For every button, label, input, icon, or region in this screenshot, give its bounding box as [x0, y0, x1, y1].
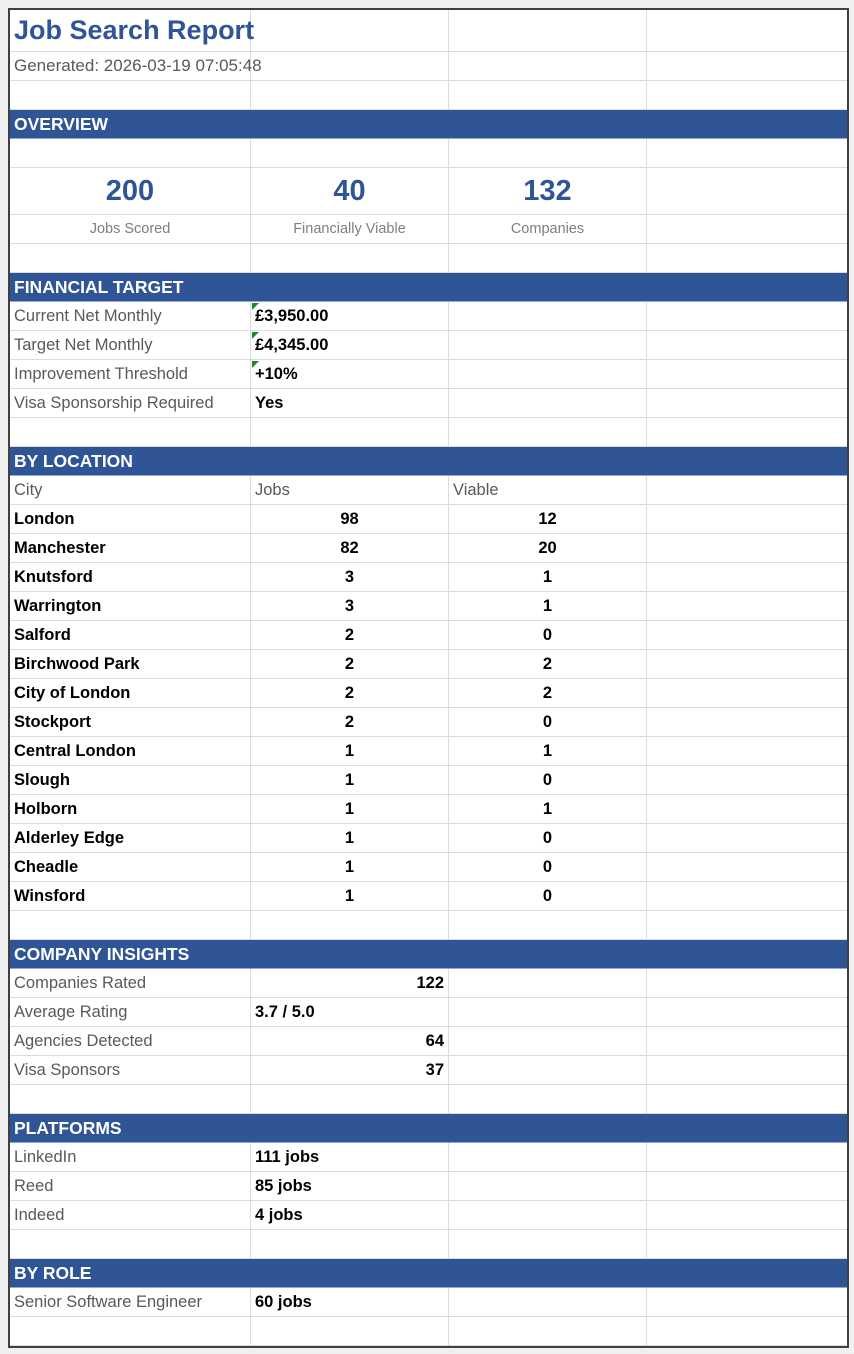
role-jobs[interactable]: 60 jobs	[251, 1288, 449, 1316]
city-name[interactable]: Winsford	[10, 882, 251, 910]
stat-value[interactable]: 132	[449, 168, 647, 214]
cell[interactable]	[449, 1230, 647, 1258]
financial-row	[10, 360, 847, 389]
title-row	[10, 10, 847, 52]
cell[interactable]	[647, 139, 847, 167]
city-name[interactable]: Holborn	[10, 795, 251, 823]
cell[interactable]	[449, 1056, 647, 1084]
cell[interactable]	[10, 1085, 251, 1113]
field-label[interactable]: Companies Rated	[10, 969, 251, 997]
cell[interactable]	[647, 418, 847, 446]
cell[interactable]	[10, 1230, 251, 1258]
city-name[interactable]: Salford	[10, 621, 251, 649]
section-by-role	[10, 1259, 847, 1288]
location-row	[10, 563, 847, 592]
field-value[interactable]: 122	[251, 969, 449, 997]
location-row	[10, 853, 847, 882]
cell[interactable]	[647, 81, 847, 109]
location-row	[10, 650, 847, 679]
blank-row	[10, 139, 847, 168]
cell[interactable]	[647, 1085, 847, 1113]
city-name[interactable]: Stockport	[10, 708, 251, 736]
field-label[interactable]: Current Net Monthly	[10, 302, 251, 330]
city-name[interactable]: Birchwood Park	[10, 650, 251, 678]
location-row	[10, 737, 847, 766]
cell[interactable]	[449, 418, 647, 446]
overview-labels-row	[10, 215, 847, 244]
cell[interactable]	[251, 418, 449, 446]
viable-count[interactable]: 0	[449, 621, 647, 649]
cell[interactable]	[647, 853, 847, 881]
field-value[interactable]: +10%	[251, 360, 449, 388]
column-header[interactable]: Viable	[449, 476, 647, 504]
cell[interactable]	[10, 911, 251, 939]
city-name[interactable]: Knutsford	[10, 563, 251, 591]
cell[interactable]	[251, 139, 449, 167]
section-heading: FINANCIAL TARGET	[14, 276, 184, 297]
field-label[interactable]: Improvement Threshold	[10, 360, 251, 388]
section-company-insights	[10, 940, 847, 969]
section-by-location	[10, 447, 847, 476]
cell[interactable]	[647, 1201, 847, 1229]
jobs-count[interactable]: 1	[251, 853, 449, 881]
platform-row	[10, 1201, 847, 1230]
section-heading: BY LOCATION	[14, 450, 133, 471]
jobs-count[interactable]: 1	[251, 737, 449, 765]
cell[interactable]	[647, 592, 847, 620]
viable-count[interactable]: 1	[449, 795, 647, 823]
viable-count[interactable]: 0	[449, 853, 647, 881]
cell[interactable]	[647, 679, 847, 707]
column-header[interactable]: City	[10, 476, 251, 504]
city-name[interactable]: Central London	[10, 737, 251, 765]
cell[interactable]	[647, 302, 847, 330]
jobs-count[interactable]: 2	[251, 708, 449, 736]
jobs-count[interactable]: 1	[251, 766, 449, 794]
section-heading: BY ROLE	[14, 1262, 92, 1283]
location-row	[10, 824, 847, 853]
stat-label[interactable]: Jobs Scored	[10, 215, 251, 243]
cell[interactable]	[449, 1201, 647, 1229]
city-name[interactable]: Alderley Edge	[10, 824, 251, 852]
blank-row	[10, 911, 847, 940]
cell[interactable]	[647, 708, 847, 736]
location-row	[10, 766, 847, 795]
jobs-count[interactable]: 98	[251, 505, 449, 533]
stat-value[interactable]: 200	[10, 168, 251, 214]
location-header-row	[10, 476, 847, 505]
cell[interactable]	[647, 389, 847, 417]
viable-count[interactable]: 0	[449, 708, 647, 736]
section-heading: PLATFORMS	[14, 1117, 122, 1138]
financial-row	[10, 389, 847, 418]
company-row	[10, 1056, 847, 1085]
cell[interactable]	[647, 621, 847, 649]
viable-count[interactable]: 1	[449, 563, 647, 591]
cell[interactable]	[10, 418, 251, 446]
blank-row	[10, 1085, 847, 1114]
cell[interactable]	[647, 1172, 847, 1200]
location-row	[10, 534, 847, 563]
cell[interactable]	[251, 1230, 449, 1258]
cell[interactable]	[647, 737, 847, 765]
blank-row	[10, 1230, 847, 1259]
location-row	[10, 708, 847, 737]
generated-timestamp[interactable]: Generated: 2026-03-19 07:05:48	[10, 52, 251, 80]
cell[interactable]	[647, 534, 847, 562]
stat-value[interactable]: 40	[251, 168, 449, 214]
viable-count[interactable]: 0	[449, 824, 647, 852]
section-financial-target	[10, 273, 847, 302]
green-flag-icon	[252, 332, 259, 339]
overview-values-row	[10, 168, 847, 215]
green-flag-icon	[252, 303, 259, 310]
cell[interactable]	[647, 1143, 847, 1171]
location-row	[10, 505, 847, 534]
field-value[interactable]: 37	[251, 1056, 449, 1084]
platform-name[interactable]: LinkedIn	[10, 1143, 251, 1171]
jobs-count[interactable]: 1	[251, 882, 449, 910]
field-value[interactable]: £3,950.00	[251, 302, 449, 330]
cell[interactable]	[647, 650, 847, 678]
field-value[interactable]: 64	[251, 1027, 449, 1055]
viable-count[interactable]: 0	[449, 766, 647, 794]
location-row	[10, 592, 847, 621]
cell[interactable]	[647, 563, 847, 591]
section-overview	[10, 110, 847, 139]
field-label[interactable]: Visa Sponsorship Required	[10, 389, 251, 417]
cell[interactable]	[647, 1288, 847, 1316]
cell[interactable]	[647, 1027, 847, 1055]
cell[interactable]	[647, 168, 847, 214]
section-heading: COMPANY INSIGHTS	[14, 943, 190, 964]
jobs-count[interactable]: 1	[251, 795, 449, 823]
cell[interactable]	[449, 1085, 647, 1113]
stat-label[interactable]: Financially Viable	[251, 215, 449, 243]
blank-row	[10, 418, 847, 447]
section-platforms	[10, 1114, 847, 1143]
jobs-count[interactable]: 2	[251, 650, 449, 678]
cell[interactable]	[647, 505, 847, 533]
city-name[interactable]: Warrington	[10, 592, 251, 620]
viable-count[interactable]: 0	[449, 882, 647, 910]
cell[interactable]	[449, 1172, 647, 1200]
platform-jobs[interactable]: 85 jobs	[251, 1172, 449, 1200]
cell[interactable]	[647, 1317, 847, 1345]
cell[interactable]	[449, 244, 647, 272]
jobs-count[interactable]: 3	[251, 563, 449, 591]
platform-name[interactable]: Reed	[10, 1172, 251, 1200]
cell[interactable]	[449, 81, 647, 109]
generated-row	[10, 52, 847, 81]
company-row	[10, 1027, 847, 1056]
platform-row	[10, 1143, 847, 1172]
cell[interactable]	[10, 139, 251, 167]
role-row	[10, 1288, 847, 1317]
viable-count[interactable]: 12	[449, 505, 647, 533]
viable-count[interactable]: 1	[449, 737, 647, 765]
platform-row	[10, 1172, 847, 1201]
cell[interactable]	[647, 215, 847, 243]
company-row	[10, 969, 847, 998]
cell[interactable]	[251, 911, 449, 939]
field-value[interactable]: 3.7 / 5.0	[251, 998, 449, 1026]
platform-jobs[interactable]: 111 jobs	[251, 1143, 449, 1171]
city-name[interactable]: Manchester	[10, 534, 251, 562]
field-label[interactable]: Target Net Monthly	[10, 331, 251, 359]
cell[interactable]	[251, 81, 449, 109]
green-flag-icon	[252, 361, 259, 368]
location-row	[10, 795, 847, 824]
city-name[interactable]: Cheadle	[10, 853, 251, 881]
cell[interactable]	[647, 998, 847, 1026]
company-row	[10, 998, 847, 1027]
report-sheet	[8, 8, 849, 1348]
cell[interactable]	[251, 1317, 449, 1345]
platform-jobs[interactable]: 4 jobs	[251, 1201, 449, 1229]
cell[interactable]	[449, 1143, 647, 1171]
cell[interactable]	[647, 1056, 847, 1084]
city-name[interactable]: City of London	[10, 679, 251, 707]
cell[interactable]	[449, 389, 647, 417]
financial-row	[10, 302, 847, 331]
viable-count[interactable]: 1	[449, 592, 647, 620]
role-name[interactable]: Senior Software Engineer	[10, 1288, 251, 1316]
cell[interactable]	[251, 52, 449, 80]
cell[interactable]	[449, 10, 647, 51]
cell[interactable]	[449, 998, 647, 1026]
viable-count[interactable]: 2	[449, 679, 647, 707]
financial-row	[10, 331, 847, 360]
cell[interactable]	[449, 1027, 647, 1055]
cell[interactable]	[449, 302, 647, 330]
cell[interactable]	[449, 52, 647, 80]
location-row	[10, 882, 847, 911]
cell[interactable]	[10, 81, 251, 109]
viable-count[interactable]: 20	[449, 534, 647, 562]
jobs-count[interactable]: 3	[251, 592, 449, 620]
field-value[interactable]: £4,345.00	[251, 331, 449, 359]
viable-count[interactable]: 2	[449, 650, 647, 678]
cell[interactable]	[647, 476, 847, 504]
cell[interactable]	[251, 244, 449, 272]
cell[interactable]	[647, 10, 847, 51]
cell[interactable]	[449, 331, 647, 359]
cell[interactable]	[647, 52, 847, 80]
cell[interactable]	[647, 766, 847, 794]
cell[interactable]	[647, 969, 847, 997]
field-label[interactable]: Agencies Detected	[10, 1027, 251, 1055]
city-name[interactable]: London	[10, 505, 251, 533]
jobs-count[interactable]: 1	[251, 824, 449, 852]
cell[interactable]	[647, 1230, 847, 1258]
cell[interactable]	[647, 795, 847, 823]
city-name[interactable]: Slough	[10, 766, 251, 794]
cell[interactable]	[647, 824, 847, 852]
cell[interactable]	[647, 911, 847, 939]
cell[interactable]	[647, 244, 847, 272]
location-row	[10, 679, 847, 708]
cell[interactable]	[449, 360, 647, 388]
cell[interactable]	[449, 1288, 647, 1316]
jobs-count[interactable]: 2	[251, 679, 449, 707]
jobs-count[interactable]: 82	[251, 534, 449, 562]
cell[interactable]	[449, 1317, 647, 1345]
cell[interactable]	[647, 331, 847, 359]
cell[interactable]	[449, 911, 647, 939]
blank-row	[10, 244, 847, 273]
platform-name[interactable]: Indeed	[10, 1201, 251, 1229]
column-header[interactable]: Jobs	[251, 476, 449, 504]
page-title[interactable]: Job Search Report	[10, 10, 251, 51]
cell[interactable]	[449, 969, 647, 997]
cell[interactable]	[251, 10, 449, 51]
field-value[interactable]: Yes	[251, 389, 449, 417]
stat-label[interactable]: Companies	[449, 215, 647, 243]
cell[interactable]	[449, 139, 647, 167]
location-row	[10, 621, 847, 650]
field-label[interactable]: Average Rating	[10, 998, 251, 1026]
cell[interactable]	[10, 244, 251, 272]
jobs-count[interactable]: 2	[251, 621, 449, 649]
field-label[interactable]: Visa Sponsors	[10, 1056, 251, 1084]
cell[interactable]	[10, 1317, 251, 1345]
blank-row	[10, 1317, 847, 1346]
cell[interactable]	[251, 1085, 449, 1113]
cell[interactable]	[647, 882, 847, 910]
section-heading: OVERVIEW	[14, 113, 109, 134]
blank-row	[10, 81, 847, 110]
cell[interactable]	[647, 360, 847, 388]
